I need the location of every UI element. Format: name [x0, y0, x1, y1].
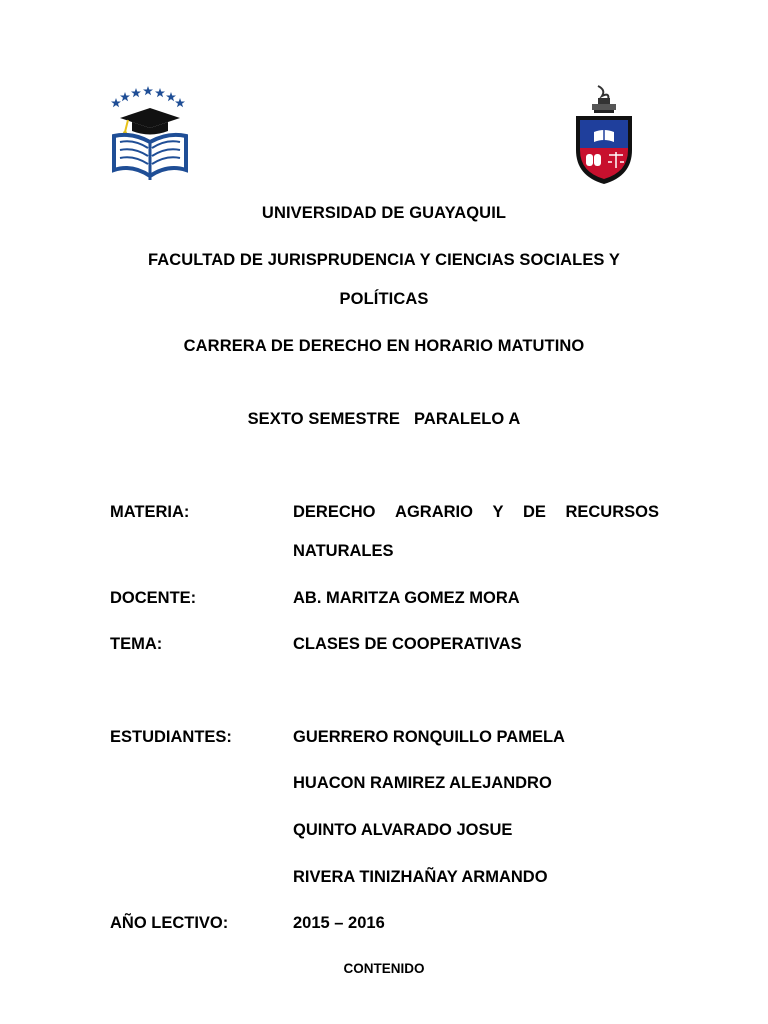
materia-label: MATERIA:	[110, 503, 190, 521]
tema-value: CLASES DE COOPERATIVAS	[293, 635, 522, 653]
docente-label: DOCENTE:	[110, 589, 197, 607]
faculty-title-line1: FACULTAD DE JURISPRUDENCIA Y CIENCIAS SOCIALES Y	[147, 251, 621, 269]
materia-word: Y	[492, 503, 504, 521]
anio-lectivo-value: 2015 – 2016	[293, 914, 385, 932]
student-name: RIVERA TINIZHAÑAY ARMANDO	[293, 868, 548, 886]
estudiantes-label: ESTUDIANTES:	[110, 728, 232, 746]
university-logo-icon	[108, 84, 192, 184]
anio-lectivo-label: AÑO LECTIVO:	[110, 914, 229, 932]
semester-title: SEXTO SEMESTRE PARALELO A	[247, 410, 521, 428]
contenido-heading: CONTENIDO	[343, 961, 425, 976]
faculty-title-line2: POLÍTICAS	[339, 290, 429, 308]
materia-value-line2: NATURALES	[293, 542, 394, 560]
materia-word: AGRARIO	[395, 503, 473, 521]
career-title: CARRERA DE DERECHO EN HORARIO MATUTINO	[183, 337, 585, 355]
materia-word: DE	[523, 503, 546, 521]
tema-label: TEMA:	[110, 635, 163, 653]
student-name: HUACON RAMIREZ ALEJANDRO	[293, 774, 552, 792]
student-name: GUERRERO RONQUILLO PAMELA	[293, 728, 565, 746]
materia-word: DERECHO	[293, 503, 376, 521]
materia-word: RECURSOS	[565, 503, 659, 521]
materia-value-line1	[293, 503, 659, 522]
docente-value: AB. MARITZA GOMEZ MORA	[293, 589, 520, 607]
faculty-shield-icon	[572, 84, 636, 186]
university-title: UNIVERSIDAD DE GUAYAQUIL	[261, 204, 507, 222]
student-name: QUINTO ALVARADO JOSUE	[293, 821, 513, 839]
